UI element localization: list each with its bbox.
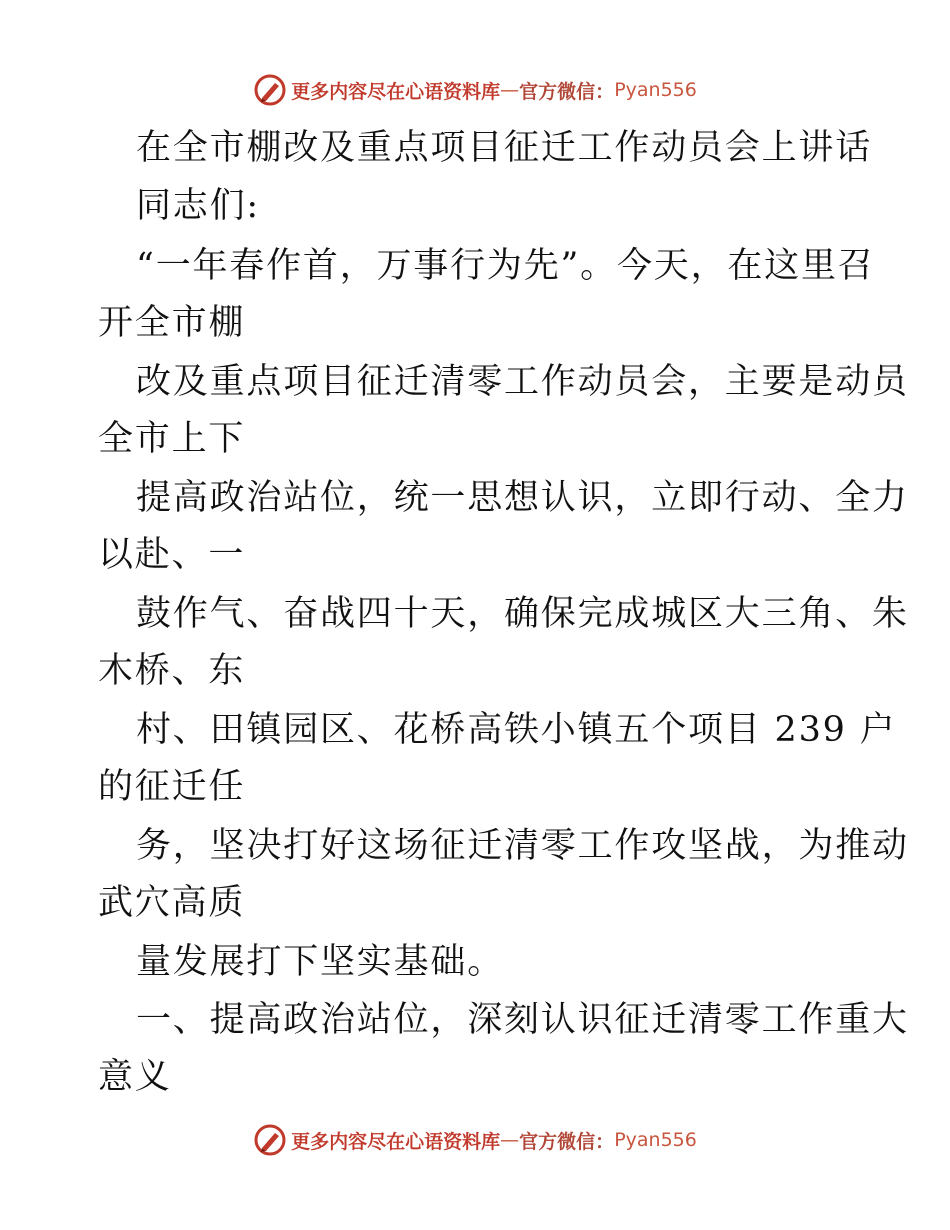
body-line: 务，坚决打好这场征迁清零工作攻坚战，为推动 [136,826,909,866]
body-line: 开全市棚 [98,303,246,343]
watermark-account: Pyan556 [614,1129,697,1151]
body-line: 意义 [98,1057,172,1097]
section-heading: 一、提高政治站位，深刻认识征迁清零工作重大 [136,1000,909,1040]
body-line: 以赴、一 [98,535,246,575]
body-line: 改及重点项目征迁清零工作动员会，主要是动员 [136,362,909,402]
body-line: “一年春作首，万事行为先”。今天，在这里召 [136,246,875,286]
watermark-site-text: 更多内容尽在心语资料库 [291,80,501,103]
watermark-site-text: 更多内容尽在心语资料库 [291,1130,501,1153]
watermark-dash: — [500,1129,520,1151]
body-line: 村、田镇园区、花桥高铁小镇五个项目 239 户 [136,710,897,750]
body-line: 武穴高质 [98,883,246,923]
pen-in-circle-icon [253,73,287,107]
pen-in-circle-icon [253,1123,287,1157]
body-line: 的征迁任 [98,767,246,807]
body-line: 提高政治站位，统一思想认识，立即行动、全力 [136,478,909,518]
header-watermark [0,70,950,110]
body-line: 量发展打下坚实基础。 [136,942,505,982]
watermark-account: Pyan556 [614,79,697,101]
watermark-dash: — [500,79,520,101]
body-line: 木桥、东 [98,651,246,691]
salutation: 同志们: [136,186,260,226]
body-line: 鼓作气、奋战四十天，确保完成城区大三角、朱 [136,594,909,634]
footer-watermark [0,1120,950,1160]
watermark-official-label: 官方微信： [519,1130,615,1153]
watermark-official-label: 官方微信： [519,80,615,103]
body-line: 全市上下 [98,419,246,459]
document-title: 在全市棚改及重点项目征迁工作动员会上讲话 [136,128,873,168]
